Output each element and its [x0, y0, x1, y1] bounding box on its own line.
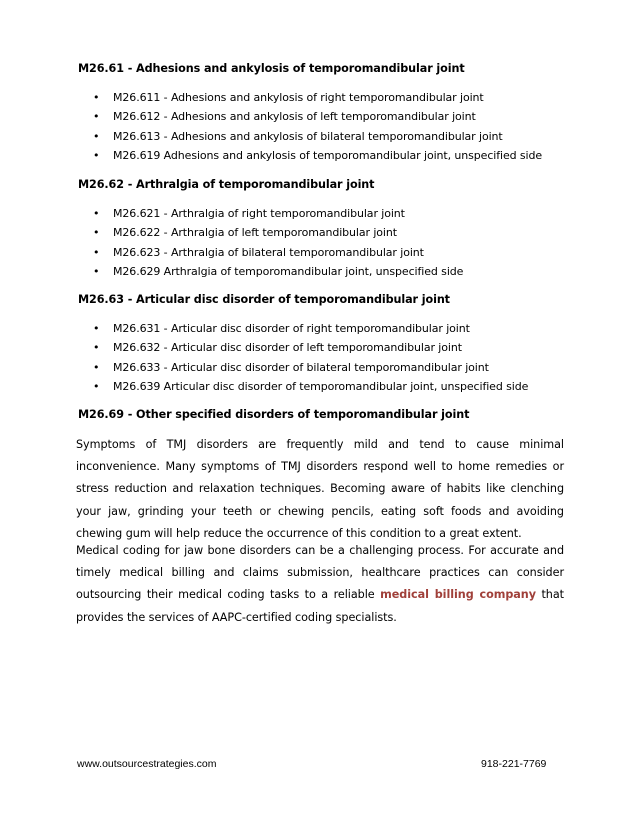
bullet-icon: •: [93, 207, 100, 220]
document-page: M26.61 - Adhesions and ankylosis of temporomandibular joint • M26.611 - Adhesions and ankylosis of right temporomandibular joint • M26.612 - Adhesions and ankylosis of left temporomandibular joint • M26.613 - Adhesions and ankylosis of bilateral temporomandibular joint • M26.619 Adhesions and ankylosis of temporomandibular joint, unspecified side M26.62 - Arthralgia of temporomandibular joint • M26.621 - Arthralgia of right temporomandibular joint • M26.622 - Arthralgia of left temporomandibular joint • M26.623 - Arthralgia of bilateral temporomandibular joint • M26.629 Arthralgia of temporomandibular joint, unspecified side M26.63 - Articular disc disorder of temporomandibular joint • M26.631 - Articular disc disorder of right temporomandibular joint • M26.632 - Articular disc disorder of left temporomandibular joint • M26.633 - Articular disc disorder of bilateral temporomandibular joint • M26.639 Articular disc disorder of temporomandibular joint, unspecified side M26.69 - Other specified disorders of temporomandibular joint Symptoms of TMJ disorders are frequently mild and tend to cause minimal inconvenience. Many symptoms of TMJ disorders respond well to home remedies or stress reduction and relaxation techniques. Becoming aware of habits like clenching your jaw, grinding your teeth or chewing pencils, eating soft foods and avoiding chewing gum will help reduce the occurrence of this condition to a great extent. Medical coding for jaw bone disorders can be a challenging process. For accurate and timely medical billing and claims submission, healthcare practices can consider outsourcing their medical coding tasks to a reliable medical billing company that provides the services of AAPC-certified coding specialists. www.outsourcestrategies.com 918-221-7769: [76, 62, 564, 770]
bullet-icon: •: [93, 264, 100, 278]
paragraph-medical-coding: Medical coding for jaw bone disorders can be a challenging process. For accurate and timely medical billing and claims submission, healthcare practices can consider outsourcing their medical coding tasks to a reliable medical billing company that provides the services of AAPC-certified coding specialists.: [76, 544, 564, 624]
bullet-icon: •: [93, 91, 100, 104]
bullet-icon: •: [93, 379, 100, 393]
bullet-icon: •: [93, 148, 100, 162]
section-heading-m26-69: M26.69 - Other specified disorders of temporomandibular joint: [78, 408, 470, 421]
bullet-icon: •: [93, 360, 100, 374]
bullet-icon: •: [93, 245, 100, 259]
medical-billing-company-link[interactable]: medical billing company: [380, 588, 536, 602]
section-heading-m26-62: M26.62 - Arthralgia of temporomandibular joint: [78, 178, 375, 191]
bullet-icon: •: [93, 341, 100, 355]
bullet-icon: •: [93, 226, 100, 240]
bullet-icon: •: [93, 322, 100, 335]
section-heading-m26-63: M26.63 - Articular disc disorder of temporomandibular joint: [78, 293, 450, 306]
bullet-icon: •: [93, 129, 100, 143]
paragraph-tmj-symptoms: Symptoms of TMJ disorders are frequently mild and tend to cause minimal inconvenience. Many symptoms of TMJ disorders respond well to home remedies or stress reduction and relaxation techniques. Becoming aware of habits like clenching your jaw, grinding your teeth or chewing pencils, eating soft foods and avoiding chewing gum will help reduce the occurrence of this condition to a great extent.: [76, 438, 564, 540]
section-heading-m26-61: M26.61 - Adhesions and ankylosis of temporomandibular joint: [78, 62, 465, 75]
footer-website: www.outsourcestrategies.com: [77, 758, 217, 770]
footer-phone: 918-221-7769: [481, 758, 547, 770]
bullet-icon: •: [93, 110, 100, 124]
